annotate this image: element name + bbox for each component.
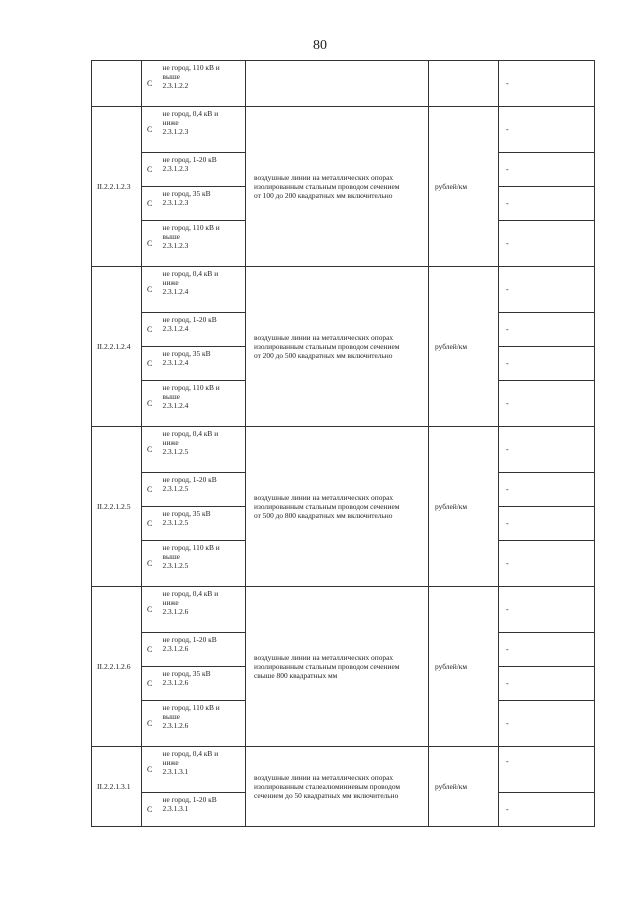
zone-line: не город, 110 кВ и xyxy=(162,63,220,72)
description-line: изолированным стальным проводом сечением xyxy=(254,662,400,671)
unit-cell: рублей/км xyxy=(429,107,499,267)
zone-cell xyxy=(159,793,246,827)
tariff-table-body xyxy=(92,61,595,827)
zone-line: не город, 1-20 кВ xyxy=(162,635,217,644)
zone-letter: С xyxy=(142,347,159,381)
value-cell: - xyxy=(499,313,595,347)
zone-line: 2.3.1.2.4 xyxy=(162,358,189,367)
zone-line: 2.3.1.2.4 xyxy=(162,401,189,410)
zone-line: ниже xyxy=(162,758,179,767)
value-cell: - xyxy=(499,541,595,587)
value-cell: - xyxy=(499,667,595,701)
unit-cell: рублей/км xyxy=(429,427,499,587)
value-cell: - xyxy=(499,473,595,507)
zone-line: выше xyxy=(162,392,180,401)
zone-letter: С xyxy=(142,313,159,347)
zone-letter: С xyxy=(142,747,159,793)
zone-line: не город, 1-20 кВ xyxy=(162,795,217,804)
description-line: от 500 до 800 квадратных мм включительно xyxy=(254,511,393,520)
value-cell: - xyxy=(499,587,595,633)
zone-cell xyxy=(159,187,246,221)
zone-line: не город, 0,4 кВ и xyxy=(162,269,219,278)
description-line: воздушные линии на металлических опорах xyxy=(254,773,394,782)
description-line: сечением до 50 квадратных мм включительно xyxy=(254,791,399,800)
line-description xyxy=(246,267,429,427)
description-line: воздушные линии на металлических опорах xyxy=(254,333,394,342)
zone-cell xyxy=(159,313,246,347)
zone-letter: С xyxy=(142,507,159,541)
value-cell: - xyxy=(499,747,595,793)
code-cell-empty xyxy=(92,61,142,107)
table-row xyxy=(92,61,595,107)
zone-letter: С xyxy=(142,473,159,507)
table-row xyxy=(92,107,595,153)
tariff-table xyxy=(91,60,595,827)
zone-line: не город, 110 кВ и xyxy=(162,383,220,392)
description-line: воздушные линии на металлических опорах xyxy=(254,493,394,502)
description-line: от 100 до 200 квадратных мм включительно xyxy=(254,191,393,200)
item-code: II.2.2.1.2.3 xyxy=(92,107,142,267)
zone-line: 2.3.1.2.3 xyxy=(162,198,189,207)
line-description xyxy=(246,107,429,267)
zone-line: выше xyxy=(162,552,180,561)
zone-cell xyxy=(159,541,246,587)
description-line: изолированным стальным проводом сечением xyxy=(254,182,400,191)
zone-line: 2.3.1.2.5 xyxy=(162,561,189,570)
zone-letter: С xyxy=(142,633,159,667)
zone-line: не город, 35 кВ xyxy=(162,509,211,518)
zone-cell xyxy=(159,427,246,473)
zone-letter: С xyxy=(142,187,159,221)
zone-line: ниже xyxy=(162,278,179,287)
value-cell: - xyxy=(499,347,595,381)
description-line: изолированным стальным проводом сечением xyxy=(254,342,400,351)
line-description xyxy=(246,587,429,747)
zone-cell xyxy=(159,347,246,381)
zone-line: не город, 1-20 кВ xyxy=(162,315,217,324)
zone-cell xyxy=(159,507,246,541)
zone-letter: С xyxy=(142,61,159,107)
zone-line: 2.3.1.2.6 xyxy=(162,721,189,730)
zone-line: 2.3.1.2.6 xyxy=(162,678,189,687)
description-line: воздушные линии на металлических опорах xyxy=(254,653,394,662)
zone-line: 2.3.1.2.3 xyxy=(162,164,189,173)
zone-line: не город, 35 кВ xyxy=(162,189,211,198)
zone-letter: С xyxy=(142,541,159,587)
unit-cell: рублей/км xyxy=(429,267,499,427)
table-row xyxy=(92,427,595,473)
zone-line: не город, 0,4 кВ и xyxy=(162,429,219,438)
description-line: изолированным стальным проводом сечением xyxy=(254,502,400,511)
value-cell: - xyxy=(499,61,595,107)
zone-line: 2.3.1.2.5 xyxy=(162,447,189,456)
zone-cell xyxy=(159,267,246,313)
unit-cell: рублей/км xyxy=(429,747,499,827)
zone-line: не город, 0,4 кВ и xyxy=(162,109,219,118)
zone-line: 2.3.1.2.4 xyxy=(162,287,189,296)
zone-letter: С xyxy=(142,427,159,473)
zone-cell xyxy=(159,633,246,667)
zone-letter: С xyxy=(142,107,159,153)
zone-cell xyxy=(159,381,246,427)
table-row xyxy=(92,587,595,633)
item-code: II.2.2.1.2.5 xyxy=(92,427,142,587)
zone-letter: С xyxy=(142,153,159,187)
value-cell: - xyxy=(499,633,595,667)
zone-cell xyxy=(159,107,246,153)
zone-line: 2.3.1.2.4 xyxy=(162,324,189,333)
zone-line: 2.3.1.2.2 xyxy=(162,81,189,90)
zone-line: не город, 0,4 кВ и xyxy=(162,589,219,598)
zone-line: 2.3.1.2.3 xyxy=(162,127,189,136)
zone-line: 2.3.1.2.3 xyxy=(162,241,189,250)
unit-cell-empty xyxy=(429,61,499,107)
zone-letter: С xyxy=(142,701,159,747)
line-description xyxy=(246,427,429,587)
value-cell: - xyxy=(499,507,595,541)
description-line: от 200 до 500 квадратных мм включительно xyxy=(254,351,393,360)
description-line: свыше 800 квадратных мм xyxy=(254,671,338,680)
table-row xyxy=(92,747,595,793)
unit-cell: рублей/км xyxy=(429,587,499,747)
page-number: 80 xyxy=(313,38,327,53)
zone-line: не город, 110 кВ и xyxy=(162,703,220,712)
zone-letter: С xyxy=(142,221,159,267)
zone-line: не город, 35 кВ xyxy=(162,669,211,678)
zone-cell xyxy=(159,667,246,701)
zone-line: не город, 1-20 кВ xyxy=(162,155,217,164)
value-cell: - xyxy=(499,267,595,313)
zone-cell xyxy=(159,701,246,747)
value-cell: - xyxy=(499,701,595,747)
item-code: II.2.2.1.3.1 xyxy=(92,747,142,827)
zone-cell xyxy=(159,61,246,107)
zone-line: 2.3.1.3.1 xyxy=(162,767,189,776)
table-row xyxy=(92,267,595,313)
zone-letter: С xyxy=(142,667,159,701)
value-cell: - xyxy=(499,187,595,221)
zone-line: не город, 1-20 кВ xyxy=(162,475,217,484)
zone-line: выше xyxy=(162,72,180,81)
line-description xyxy=(246,747,429,827)
desc-cell-empty xyxy=(246,61,429,107)
zone-letter: С xyxy=(142,381,159,427)
zone-line: не город, 35 кВ xyxy=(162,349,211,358)
zone-line: не город, 110 кВ и xyxy=(162,543,220,552)
description-line: воздушные линии на металлических опорах xyxy=(254,173,394,182)
zone-line: не город, 0,4 кВ и xyxy=(162,749,219,758)
zone-line: ниже xyxy=(162,438,179,447)
zone-line: 2.3.1.2.6 xyxy=(162,607,189,616)
item-code: II.2.2.1.2.4 xyxy=(92,267,142,427)
zone-cell xyxy=(159,153,246,187)
zone-cell xyxy=(159,473,246,507)
value-cell: - xyxy=(499,107,595,153)
zone-cell xyxy=(159,747,246,793)
zone-line: выше xyxy=(162,232,180,241)
zone-line: 2.3.1.2.6 xyxy=(162,644,189,653)
zone-cell xyxy=(159,221,246,267)
value-cell: - xyxy=(499,381,595,427)
value-cell: - xyxy=(499,427,595,473)
description-line: изолированным сталеалюминиевым проводом xyxy=(254,782,401,791)
zone-line: ниже xyxy=(162,118,179,127)
zone-letter: С xyxy=(142,587,159,633)
item-code: II.2.2.1.2.6 xyxy=(92,587,142,747)
value-cell: - xyxy=(499,793,595,827)
zone-line: 2.3.1.2.5 xyxy=(162,484,189,493)
zone-line: 2.3.1.3.1 xyxy=(162,804,189,813)
value-cell: - xyxy=(499,221,595,267)
zone-letter: С xyxy=(142,267,159,313)
zone-line: ниже xyxy=(162,598,179,607)
zone-line: выше xyxy=(162,712,180,721)
zone-letter: С xyxy=(142,793,159,827)
zone-line: 2.3.1.2.5 xyxy=(162,518,189,527)
value-cell: - xyxy=(499,153,595,187)
zone-cell xyxy=(159,587,246,633)
zone-line: не город, 110 кВ и xyxy=(162,223,220,232)
